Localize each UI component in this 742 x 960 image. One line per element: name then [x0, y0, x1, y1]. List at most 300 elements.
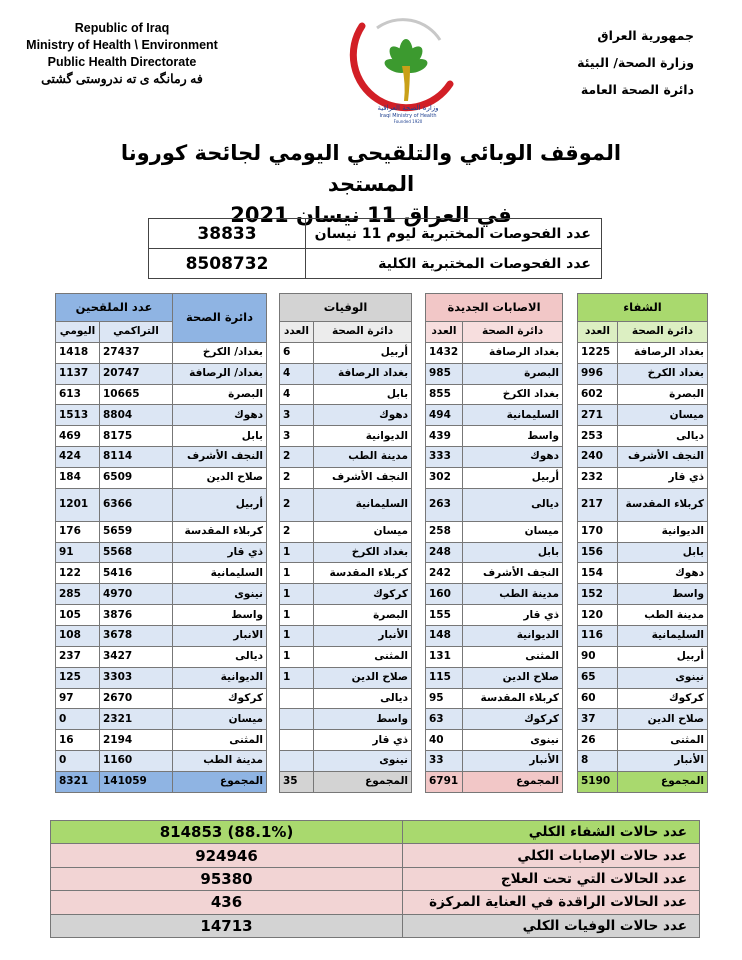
- table-row: [578, 521, 708, 542]
- table-row: [578, 584, 708, 605]
- vaccine-cum-cell: 3427: [100, 646, 173, 667]
- table-row: [56, 363, 267, 384]
- table-row: [280, 342, 412, 363]
- deaths-dept-cell: نينوى: [314, 751, 412, 772]
- table-row: [280, 688, 412, 709]
- logo-text-en: Iraqi Ministry of Health: [379, 113, 437, 119]
- vaccine-cum-cell: 2194: [100, 730, 173, 751]
- table-row: [578, 467, 708, 488]
- recovery-count-cell: 253: [578, 426, 618, 447]
- table-row: [578, 646, 708, 667]
- table-row: [280, 605, 412, 626]
- cases-count-cell: 115: [426, 667, 463, 688]
- vaccine-daily-cell: 285: [56, 584, 100, 605]
- deaths-count-cell: [280, 730, 314, 751]
- cases-count-cell: 95: [426, 688, 463, 709]
- vaccine-cum-cell: 2670: [100, 688, 173, 709]
- vaccine-daily-cell: 424: [56, 447, 100, 468]
- cases-dept-cell: أربيل: [463, 467, 563, 488]
- vaccine-daily-cell: 125: [56, 667, 100, 688]
- table-row: [280, 667, 412, 688]
- vaccine-daily-header: اليومي: [56, 322, 100, 343]
- cases-count-cell: 248: [426, 542, 463, 563]
- cases-dept-cell: بغداد الكرخ: [463, 384, 563, 405]
- header-ar-line3: دائرة الصحة العامة: [580, 82, 694, 97]
- table-row: [56, 405, 267, 426]
- deaths-dept-cell: واسط: [314, 709, 412, 730]
- table-row: [280, 709, 412, 730]
- vaccine-cum-cell: 3303: [100, 667, 173, 688]
- vaccine-dept-cell: كركوك: [173, 688, 267, 709]
- cases-count-cell: 1432: [426, 342, 463, 363]
- recovery-dept-cell: بابل: [618, 542, 708, 563]
- recovery-count-cell: 152: [578, 584, 618, 605]
- deaths-dept-cell: الأنبار: [314, 625, 412, 646]
- cases-dept-cell: واسط: [463, 426, 563, 447]
- table-row: [426, 467, 563, 488]
- table-row: [578, 688, 708, 709]
- recovery-dept-cell: ديالى: [618, 426, 708, 447]
- cases-dept-cell: كربلاء المقدسة: [463, 688, 563, 709]
- vaccine-dept-cell: النجف الأشرف: [173, 447, 267, 468]
- vaccine-daily-cell: 1137: [56, 363, 100, 384]
- recovery-dept-cell: الأنبار: [618, 751, 708, 772]
- vaccine-cum-cell: 6509: [100, 467, 173, 488]
- deaths-count-cell: 1: [280, 605, 314, 626]
- recovery-dept-cell: النجف الأشرف: [618, 447, 708, 468]
- table-row: [56, 342, 267, 363]
- vaccine-dept-cell: المثنى: [173, 730, 267, 751]
- table-row: [426, 542, 563, 563]
- vaccine-dept-cell: ديالى: [173, 646, 267, 667]
- cases-dept-cell: ديالى: [463, 488, 563, 521]
- cases-dept-cell: ذي قار: [463, 605, 563, 626]
- vaccine-total-label: المجموع: [173, 771, 267, 792]
- vaccine-dept-cell: بابل: [173, 426, 267, 447]
- recovery-dept-cell: أربيل: [618, 646, 708, 667]
- cases-count-cell: 494: [426, 405, 463, 426]
- table-row: [578, 605, 708, 626]
- table-row: [578, 488, 708, 521]
- table-row: [578, 342, 708, 363]
- table-row: [56, 584, 267, 605]
- table-row: [56, 384, 267, 405]
- cases-table: [425, 293, 563, 793]
- vaccine-cum-cell: 1160: [100, 751, 173, 772]
- vaccine-dept-cell: مدينة الطب: [173, 751, 267, 772]
- table-row: [280, 384, 412, 405]
- vaccine-daily-cell: 176: [56, 521, 100, 542]
- vaccine-dept-cell: السليمانية: [173, 563, 267, 584]
- recovery-dept-cell: الديوانية: [618, 521, 708, 542]
- recovery-count-cell: 1225: [578, 342, 618, 363]
- vaccine-total-cum: 141059: [100, 771, 173, 792]
- deaths-count-cell: 4: [280, 363, 314, 384]
- recovery-count-header: العدد: [578, 322, 618, 343]
- table-row: [280, 363, 412, 384]
- cases-count-cell: 333: [426, 447, 463, 468]
- vaccine-daily-cell: 91: [56, 542, 100, 563]
- vaccine-dept-cell: نينوى: [173, 584, 267, 605]
- cases-dept-header: دائرة الصحة: [463, 322, 563, 343]
- vaccine-dept-cell: ذي قار: [173, 542, 267, 563]
- deaths-table: [279, 293, 412, 793]
- deaths-dept-cell: النجف الأشرف: [314, 467, 412, 488]
- table-row: [426, 688, 563, 709]
- summary-row: [51, 844, 700, 867]
- cases-dept-cell: كركوك: [463, 709, 563, 730]
- deaths-count-cell: 1: [280, 667, 314, 688]
- vaccine-cum-header: التراكمي: [100, 322, 173, 343]
- summary-value: 95380: [51, 867, 403, 890]
- summary-row: [51, 867, 700, 890]
- vaccine-daily-cell: 1201: [56, 488, 100, 521]
- table-row: [426, 584, 563, 605]
- vaccine-dept-cell: ميسان: [173, 709, 267, 730]
- deaths-count-cell: 2: [280, 447, 314, 468]
- title-line2: في العراق 11 نيسان 2021: [230, 203, 512, 227]
- deaths-dept-cell: كركوك: [314, 584, 412, 605]
- summary-label: عدد حالات الشفاء الكلي: [403, 821, 700, 844]
- deaths-count-cell: 2: [280, 521, 314, 542]
- summary-value: 14713: [51, 914, 403, 937]
- vaccine-table: [55, 293, 267, 793]
- vaccine-daily-cell: 613: [56, 384, 100, 405]
- deaths-count-cell: 3: [280, 426, 314, 447]
- vaccine-cum-cell: 10665: [100, 384, 173, 405]
- deaths-count-cell: 1: [280, 584, 314, 605]
- deaths-dept-cell: مدينة الطب: [314, 447, 412, 468]
- cases-dept-cell: المثنى: [463, 646, 563, 667]
- deaths-count-cell: [280, 751, 314, 772]
- deaths-dept-cell: ميسان: [314, 521, 412, 542]
- table-row: [56, 488, 267, 521]
- recovery-dept-cell: المثنى: [618, 730, 708, 751]
- cases-count-cell: 63: [426, 709, 463, 730]
- table-row: [578, 625, 708, 646]
- table-row: [56, 426, 267, 447]
- summary-label: عدد حالات الوفيات الكلي: [403, 914, 700, 937]
- table-row: [578, 426, 708, 447]
- header-en-line2: Ministry of Health \ Environment: [26, 38, 218, 52]
- daily-tests-label: عدد الفحوصات المختبرية ليوم 11 نيسان: [306, 219, 602, 249]
- recovery-count-cell: 37: [578, 709, 618, 730]
- table-row: [280, 646, 412, 667]
- cases-count-cell: 242: [426, 563, 463, 584]
- cases-count-cell: 155: [426, 605, 463, 626]
- table-row: [280, 426, 412, 447]
- cases-count-cell: 439: [426, 426, 463, 447]
- deaths-dept-cell: بغداد الرصافة: [314, 363, 412, 384]
- cases-dept-cell: النجف الأشرف: [463, 563, 563, 584]
- table-row: [56, 625, 267, 646]
- cases-dept-cell: بغداد الرصافة: [463, 342, 563, 363]
- table-row: [426, 521, 563, 542]
- recovery-dept-cell: مدينة الطب: [618, 605, 708, 626]
- table-row: [426, 667, 563, 688]
- table-row: [426, 384, 563, 405]
- vaccine-dept-cell: واسط: [173, 605, 267, 626]
- cases-count-cell: 855: [426, 384, 463, 405]
- table-row: [578, 730, 708, 751]
- recovery-count-cell: 65: [578, 667, 618, 688]
- recovery-dept-cell: البصرة: [618, 384, 708, 405]
- summary-row: [51, 914, 700, 937]
- table-row: [280, 467, 412, 488]
- vaccine-cum-cell: 5568: [100, 542, 173, 563]
- table-row: [56, 646, 267, 667]
- cases-count-header: العدد: [426, 322, 463, 343]
- vaccine-daily-cell: 184: [56, 467, 100, 488]
- deaths-count-cell: [280, 709, 314, 730]
- table-row: [578, 363, 708, 384]
- table-row: [56, 542, 267, 563]
- vaccine-cum-cell: 27437: [100, 342, 173, 363]
- recovery-table: [577, 293, 708, 793]
- vaccine-dept-cell: أربيل: [173, 488, 267, 521]
- cases-count-cell: 148: [426, 625, 463, 646]
- vaccine-cum-cell: 3678: [100, 625, 173, 646]
- cases-dept-cell: الديوانية: [463, 625, 563, 646]
- table-row: [578, 405, 708, 426]
- table-row: [56, 709, 267, 730]
- total-tests-value: 8508732: [149, 249, 306, 279]
- recovery-dept-cell: كربلاء المقدسة: [618, 488, 708, 521]
- deaths-count-cell: 1: [280, 542, 314, 563]
- vaccine-daily-cell: 237: [56, 646, 100, 667]
- deaths-dept-cell: السليمانية: [314, 488, 412, 521]
- table-row: [56, 688, 267, 709]
- recovery-count-cell: 60: [578, 688, 618, 709]
- total-tests-label: عدد الفحوصات المختبرية الكلية: [306, 249, 602, 279]
- vaccine-dept-cell: دهوك: [173, 405, 267, 426]
- cases-count-cell: 985: [426, 363, 463, 384]
- table-row: [280, 625, 412, 646]
- header-ar-line1: جمهورية العراق: [597, 28, 694, 43]
- vaccine-title: عدد الملقحين: [56, 294, 173, 322]
- recovery-count-cell: 217: [578, 488, 618, 521]
- cases-total-label: المجموع: [463, 771, 563, 792]
- recovery-title: الشفاء: [578, 294, 708, 322]
- vaccine-dept-cell: صلاح الدين: [173, 467, 267, 488]
- table-row: [578, 447, 708, 468]
- vaccine-cum-cell: 2321: [100, 709, 173, 730]
- cases-dept-cell: الأنبار: [463, 751, 563, 772]
- vaccine-cum-cell: 3876: [100, 605, 173, 626]
- vaccine-cum-cell: 8114: [100, 447, 173, 468]
- vaccine-daily-cell: 122: [56, 563, 100, 584]
- vaccine-daily-cell: 469: [56, 426, 100, 447]
- header-en-line3: Public Health Directorate: [47, 55, 197, 69]
- vaccine-cum-cell: 4970: [100, 584, 173, 605]
- table-row: [56, 563, 267, 584]
- deaths-dept-cell: ذي قار: [314, 730, 412, 751]
- summary-label: عدد الحالات الراقدة في العناية المركزة: [403, 891, 700, 914]
- table-row: [56, 751, 267, 772]
- vaccine-daily-cell: 0: [56, 709, 100, 730]
- deaths-dept-header: دائرة الصحة: [314, 322, 412, 343]
- table-row: [578, 751, 708, 772]
- cases-count-cell: 302: [426, 467, 463, 488]
- table-row: [280, 447, 412, 468]
- recovery-count-cell: 232: [578, 467, 618, 488]
- table-row: [280, 730, 412, 751]
- recovery-count-cell: 120: [578, 605, 618, 626]
- vaccine-total-daily: 8321: [56, 771, 100, 792]
- table-row: [426, 730, 563, 751]
- table-row: [578, 563, 708, 584]
- cases-title: الاصابات الجديدة: [426, 294, 563, 322]
- cases-dept-cell: صلاح الدين: [463, 667, 563, 688]
- summary-value: 436: [51, 891, 403, 914]
- table-row: [56, 521, 267, 542]
- recovery-dept-cell: دهوك: [618, 563, 708, 584]
- deaths-dept-cell: البصرة: [314, 605, 412, 626]
- summary-label: عدد حالات الإصابات الكلي: [403, 844, 700, 867]
- deaths-dept-cell: دهوك: [314, 405, 412, 426]
- deaths-dept-cell: صلاح الدين: [314, 667, 412, 688]
- table-row: [426, 646, 563, 667]
- table-row: [280, 488, 412, 521]
- summary-table: [50, 820, 700, 938]
- table-row: [56, 605, 267, 626]
- vaccine-cum-cell: 8175: [100, 426, 173, 447]
- table-row: [280, 751, 412, 772]
- table-row: [578, 384, 708, 405]
- deaths-dept-cell: كربلاء المقدسة: [314, 563, 412, 584]
- cases-dept-cell: البصرة: [463, 363, 563, 384]
- vaccine-cum-cell: 20747: [100, 363, 173, 384]
- cases-count-cell: 40: [426, 730, 463, 751]
- vaccine-dept-cell: كربلاء المقدسة: [173, 521, 267, 542]
- table-row: [426, 447, 563, 468]
- vaccine-daily-cell: 1418: [56, 342, 100, 363]
- table-row: [426, 405, 563, 426]
- table-row: [426, 342, 563, 363]
- recovery-total: 5190: [578, 771, 618, 792]
- cases-count-cell: 258: [426, 521, 463, 542]
- cases-count-cell: 160: [426, 584, 463, 605]
- deaths-total-label: المجموع: [314, 771, 412, 792]
- table-row: [280, 405, 412, 426]
- vaccine-dept-header: دائرة الصحة: [173, 294, 267, 343]
- header-ar-line2: وزارة الصحة/ البيئة: [577, 55, 694, 70]
- deaths-count-cell: 4: [280, 384, 314, 405]
- cases-dept-cell: دهوك: [463, 447, 563, 468]
- table-row: [280, 542, 412, 563]
- vaccine-dept-cell: البصرة: [173, 384, 267, 405]
- table-row: [426, 563, 563, 584]
- recovery-dept-cell: بغداد الكرخ: [618, 363, 708, 384]
- recovery-count-cell: 271: [578, 405, 618, 426]
- table-row: [426, 625, 563, 646]
- cases-count-cell: 131: [426, 646, 463, 667]
- recovery-dept-cell: صلاح الدين: [618, 709, 708, 730]
- recovery-dept-cell: واسط: [618, 584, 708, 605]
- vaccine-daily-cell: 108: [56, 625, 100, 646]
- recovery-count-cell: 116: [578, 625, 618, 646]
- recovery-dept-cell: نينوى: [618, 667, 708, 688]
- table-row: [280, 521, 412, 542]
- vaccine-daily-cell: 1513: [56, 405, 100, 426]
- cases-dept-cell: مدينة الطب: [463, 584, 563, 605]
- summary-row: [51, 891, 700, 914]
- recovery-count-cell: 602: [578, 384, 618, 405]
- table-row: [426, 488, 563, 521]
- vaccine-cum-cell: 5659: [100, 521, 173, 542]
- vaccine-cum-cell: 5416: [100, 563, 173, 584]
- vaccine-daily-cell: 105: [56, 605, 100, 626]
- table-row: [280, 563, 412, 584]
- deaths-count-cell: [280, 688, 314, 709]
- recovery-count-cell: 996: [578, 363, 618, 384]
- deaths-count-cell: 2: [280, 467, 314, 488]
- deaths-dept-cell: بابل: [314, 384, 412, 405]
- cases-count-cell: 263: [426, 488, 463, 521]
- deaths-count-cell: 1: [280, 646, 314, 667]
- vaccine-dept-cell: الانبار: [173, 625, 267, 646]
- table-row: [56, 467, 267, 488]
- vaccine-daily-cell: 16: [56, 730, 100, 751]
- deaths-dept-cell: الديوانية: [314, 426, 412, 447]
- deaths-dept-cell: ديالى: [314, 688, 412, 709]
- recovery-dept-cell: ذي قار: [618, 467, 708, 488]
- cases-dept-cell: بابل: [463, 542, 563, 563]
- table-row: [426, 605, 563, 626]
- summary-value: 924946: [51, 844, 403, 867]
- recovery-count-cell: 8: [578, 751, 618, 772]
- recovery-dept-header: دائرة الصحة: [618, 322, 708, 343]
- recovery-count-cell: 156: [578, 542, 618, 563]
- vaccine-cum-cell: 8804: [100, 405, 173, 426]
- header-arabic: [524, 22, 694, 103]
- cases-dept-cell: السليمانية: [463, 405, 563, 426]
- cases-count-cell: 33: [426, 751, 463, 772]
- table-row: [426, 363, 563, 384]
- deaths-dept-cell: المثنى: [314, 646, 412, 667]
- recovery-count-cell: 154: [578, 563, 618, 584]
- deaths-count-header: العدد: [280, 322, 314, 343]
- header-en-line1: Republic of Iraq: [74, 21, 170, 35]
- recovery-count-cell: 240: [578, 447, 618, 468]
- logo-text-founded: Founded 1920: [393, 119, 423, 124]
- summary-row: [51, 821, 700, 844]
- deaths-count-cell: 1: [280, 625, 314, 646]
- table-row: [56, 447, 267, 468]
- table-row: [578, 667, 708, 688]
- vaccine-dept-cell: بغداد/ الرصافة: [173, 363, 267, 384]
- cases-dept-cell: ميسان: [463, 521, 563, 542]
- recovery-count-cell: 170: [578, 521, 618, 542]
- recovery-dept-cell: ميسان: [618, 405, 708, 426]
- deaths-dept-cell: بغداد الكرخ: [314, 542, 412, 563]
- table-row: [426, 426, 563, 447]
- deaths-count-cell: 3: [280, 405, 314, 426]
- logo-text-ar: وزارة الصحة العراقية: [377, 104, 439, 112]
- vaccine-dept-cell: بغداد/ الكرخ: [173, 342, 267, 363]
- header-kurdish-line: فه رمانگه ی ته ندروستی گشتی: [41, 72, 203, 86]
- deaths-total: 35: [280, 771, 314, 792]
- table-row: [56, 667, 267, 688]
- deaths-count-cell: 2: [280, 488, 314, 521]
- daily-tests-value: 38833: [149, 219, 306, 249]
- recovery-dept-cell: السليمانية: [618, 625, 708, 646]
- recovery-dept-cell: كركوك: [618, 688, 708, 709]
- table-row: [578, 542, 708, 563]
- recovery-dept-cell: بغداد الرصافة: [618, 342, 708, 363]
- vaccine-dept-cell: الديوانية: [173, 667, 267, 688]
- ministry-logo: [322, 6, 482, 124]
